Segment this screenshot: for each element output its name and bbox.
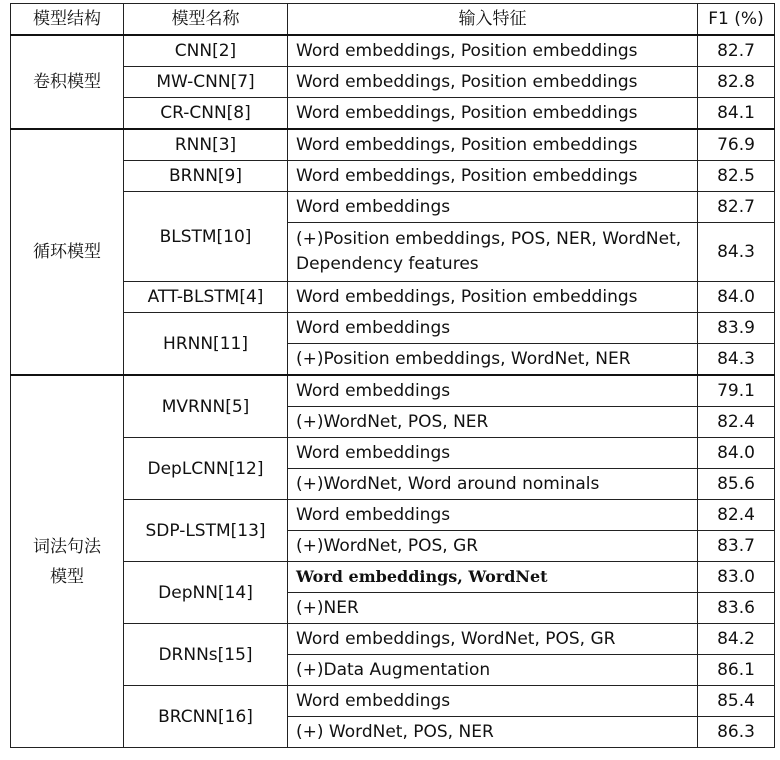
header-name: 模型名称 xyxy=(124,4,288,36)
model-name: DepLCNN[12] xyxy=(124,438,288,500)
model-name: BLSTM[10] xyxy=(124,192,288,282)
features-cell: Word embeddings, WordNet xyxy=(288,562,698,593)
features-cell: Word embeddings xyxy=(288,438,698,469)
structure-cell xyxy=(11,375,124,748)
header-features: 输入特征 xyxy=(288,4,698,36)
results-table xyxy=(10,3,775,748)
f1-cell: 83.0 xyxy=(698,562,775,593)
table-row xyxy=(11,192,775,223)
f1-cell: 83.7 xyxy=(698,531,775,562)
table-row xyxy=(11,98,775,130)
features-cell: Word embeddings xyxy=(288,192,698,223)
model-name: MVRNN[5] xyxy=(124,375,288,438)
features-cell: Word embeddings xyxy=(288,313,698,344)
features-cell: Word embeddings, Position embeddings xyxy=(288,129,698,161)
features-cell: Word embeddings, Position embeddings xyxy=(288,98,698,130)
header-structure: 模型结构 xyxy=(11,4,124,36)
table-row xyxy=(11,67,775,98)
f1-cell: 82.7 xyxy=(698,35,775,67)
f1-cell: 79.1 xyxy=(698,375,775,407)
features-cell: (+) WordNet, POS, NER xyxy=(288,717,698,748)
f1-cell: 84.0 xyxy=(698,438,775,469)
header-row xyxy=(11,4,775,36)
f1-cell: 84.1 xyxy=(698,98,775,130)
model-name: MW-CNN[7] xyxy=(124,67,288,98)
features-cell: Word embeddings xyxy=(288,686,698,717)
table-row xyxy=(11,500,775,531)
features-cell: (+)Position embeddings, POS, NER, WordNet, Dependency features xyxy=(288,223,698,282)
features-cell: Word embeddings, Position embeddings xyxy=(288,282,698,313)
features-cell: (+)Position embeddings, WordNet, NER xyxy=(288,344,698,376)
f1-cell: 84.3 xyxy=(698,344,775,376)
model-name: CR-CNN[8] xyxy=(124,98,288,130)
f1-cell: 84.3 xyxy=(698,223,775,282)
f1-cell: 82.7 xyxy=(698,192,775,223)
f1-cell: 85.6 xyxy=(698,469,775,500)
f1-cell: 76.9 xyxy=(698,129,775,161)
model-name: SDP-LSTM[13] xyxy=(124,500,288,562)
f1-cell: 84.0 xyxy=(698,282,775,313)
f1-cell: 86.1 xyxy=(698,655,775,686)
features-cell: (+)WordNet, Word around nominals xyxy=(288,469,698,500)
features-cell: (+)WordNet, POS, GR xyxy=(288,531,698,562)
features-cell: Word embeddings xyxy=(288,500,698,531)
model-name: DRNNs[15] xyxy=(124,624,288,686)
table-row xyxy=(11,313,775,344)
features-cell: Word embeddings, Position embeddings xyxy=(288,35,698,67)
table-row xyxy=(11,624,775,655)
f1-cell: 85.4 xyxy=(698,686,775,717)
table-row xyxy=(11,375,775,407)
table-row xyxy=(11,129,775,161)
features-cell: (+)NER xyxy=(288,593,698,624)
f1-cell: 86.3 xyxy=(698,717,775,748)
table-row xyxy=(11,686,775,717)
structure-cell: 循环模型 xyxy=(11,129,124,375)
f1-cell: 82.5 xyxy=(698,161,775,192)
table-row xyxy=(11,282,775,313)
table-row xyxy=(11,161,775,192)
model-name: RNN[3] xyxy=(124,129,288,161)
model-name: HRNN[11] xyxy=(124,313,288,376)
model-name: ATT-BLSTM[4] xyxy=(124,282,288,313)
model-name: BRCNN[16] xyxy=(124,686,288,748)
f1-cell: 82.4 xyxy=(698,407,775,438)
model-name: BRNN[9] xyxy=(124,161,288,192)
table-row xyxy=(11,35,775,67)
structure-cell: 卷积模型 xyxy=(11,35,124,129)
features-cell: (+)Data Augmentation xyxy=(288,655,698,686)
f1-cell: 82.8 xyxy=(698,67,775,98)
f1-cell: 84.2 xyxy=(698,624,775,655)
f1-cell: 83.9 xyxy=(698,313,775,344)
structure-label: 词法句法模型 xyxy=(33,536,101,587)
table-row xyxy=(11,562,775,593)
features-cell: Word embeddings, WordNet, POS, GR xyxy=(288,624,698,655)
features-cell: (+)WordNet, POS, NER xyxy=(288,407,698,438)
table-row xyxy=(11,438,775,469)
features-cell: Word embeddings xyxy=(288,375,698,407)
model-name: CNN[2] xyxy=(124,35,288,67)
model-name: DepNN[14] xyxy=(124,562,288,624)
header-f1: F1 (%) xyxy=(698,4,775,36)
features-cell: Word embeddings, Position embeddings xyxy=(288,161,698,192)
f1-cell: 82.4 xyxy=(698,500,775,531)
features-cell: Word embeddings, Position embeddings xyxy=(288,67,698,98)
f1-cell: 83.6 xyxy=(698,593,775,624)
